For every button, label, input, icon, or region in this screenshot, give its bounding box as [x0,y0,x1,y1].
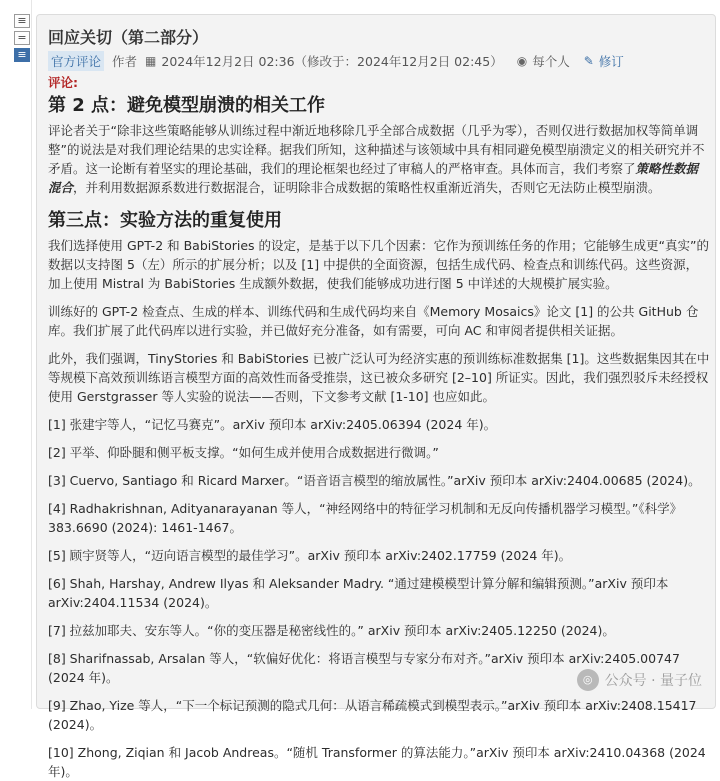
pencil-icon[interactable]: ✎ [583,54,594,68]
section-heading-point3: 第三点：实验方法的重复使用 [48,210,282,231]
paragraph: 我们选择使用 GPT-2 和 BabiStories 的设定，是基于以下几个因素：它作为预训练任务的作用；它能够生成更“真实”的数据以支持图 5（左）所示的扩展分析；以及 [1] 中提供的全面资源，包括生成代码、检查点和训练代码。这些资源，加上使用 Mistral 为 BabiStories 生成额外数据，使我们能够成功进行图 5 中详述的大规模扩展实验。 [48,238,709,291]
comment-timestamp: 2024年12月2日 02:36（修改于：2024年12月2日 02:45） [161,54,503,69]
watermark-text: 公众号 · 量子位 [604,673,702,689]
revision-link[interactable]: 修订 [598,54,624,69]
paragraph: 此外，我们强调，TinyStories 和 BabiStories 已被广泛认可为经济实惠的预训练标准数据集 [1]。这些数据集因其在中等规模下高效预训练语言模型方面的高效性而备受推崇，这已被众多研究 [2–10] 所证实。因此，我们强烈驳斥未经授权使用 Gerstgrasser 等人实验的说法——否则，下文参考文献 [1-10] 也应如此。 [48,351,710,404]
emphasis-text: 策略性数据混合 [48,161,699,195]
comment-meta [48,51,715,71]
wechat-logo-icon: ◎ [577,669,599,691]
author-role: 作者 [112,54,138,69]
eye-icon: ◉ [516,54,528,68]
calendar-icon: ▦ [145,54,157,68]
list-icon[interactable]: ≡ [14,48,30,62]
paragraph: 训练好的 GPT-2 检查点、生成的样本、训练代码和生成代码均来自《Memory Mosaics》论文 [1] 的公共 GitHub 仓库。我们扩展了此代码库以进行实验，并已做好充分准备，如有需要，可向 AC 和审阅者提供相关证据。 [48,304,699,338]
comment-label: 评论: [48,75,78,90]
section-heading-point2: 第 2 点：避免模型崩溃的相关工作 [48,95,326,116]
menu-icon[interactable]: ≡ [14,14,30,28]
page-title: 回应关切（第二部分） [48,28,209,47]
watermark [577,669,702,691]
reference-item: [5] 顾宇贤等人，“迈向语言模型的最佳学习”。arXiv 预印本 arXiv:2402.17759 (2024 年)。 [48,548,572,563]
left-toolbar [0,0,32,709]
reference-item: [6] Shah, Harshay, Andrew Ilyas 和 Aleksander Madry. “通过建模模型计算分解和编辑预测。”arXiv 预印本 arXiv:2404.11534 (2024)。 [48,576,669,610]
reference-item: [1] 张建宇等人，“记忆马赛克”。arXiv 预印本 arXiv:2405.06394 (2024 年)。 [48,417,497,432]
reference-item: [3] Cuervo, Santiago 和 Ricard Marxer。“语音语言模型的缩放属性。”arXiv 预印本 arXiv:2404.00685 (2024)。 [48,473,701,488]
official-comment-badge: 官方评论 [48,51,104,71]
reference-item: [7] 拉兹加耶夫、安东等人。“你的变压器是秘密线性的。” arXiv 预印本 arXiv:2405.12250 (2024)。 [48,623,615,638]
reference-item: [10] Zhong, Ziqian 和 Jacob Andreas。“随机 Transformer 的算法能力。”arXiv 预印本 arXiv:2410.04368 (2024 年)。 [48,745,706,779]
collapse-icon[interactable]: = [14,31,30,45]
reference-item: [4] Radhakrishnan, Adityanarayanan 等人，“神经网络中的特征学习机制和无反向传播机器学习模型。”《科学》383.6690 (2024): 1461-1467。 [48,501,683,535]
paragraph: 评论者关于“除非这些策略能够从训练过程中渐近地移除几乎全部合成数据（几乎为零），否则仅进行数据加权等简单调整”的说法是对我们理论结果的忠实诠释。据我们所知，这种描述与该领域中具有相同避免模型崩溃定义的相关研究并不矛盾。这一论断有着坚实的理论基础，我们的理论框架也经过了审稿人的严格审查。具体而言，我们考察了策略性数据混合，并利用数据源系数进行数据混合，证明除非合成数据的策略性权重渐近消失，否则它无法防止模型崩溃。 [48,123,705,195]
comment-panel [36,14,716,779]
visibility-label: 每个人 [532,54,570,69]
reference-item: [8] Sharifnassab, Arsalan 等人，“软偏好优化：将语言模型与专家分布对齐。”arXiv 预印本 arXiv:2405.00747 (2024 年)。 [48,651,680,685]
reference-item: [9] Zhao, Yize 等人，“下一个标记预测的隐式几何：从语言稀疏模式到模型表示。”arXiv 预印本 arXiv:2408.15417 (2024)。 [48,698,697,732]
reference-item: [2] 平举、仰卧腿和侧平板支撑。“如何生成并使用合成数据进行微调。” [48,445,439,460]
